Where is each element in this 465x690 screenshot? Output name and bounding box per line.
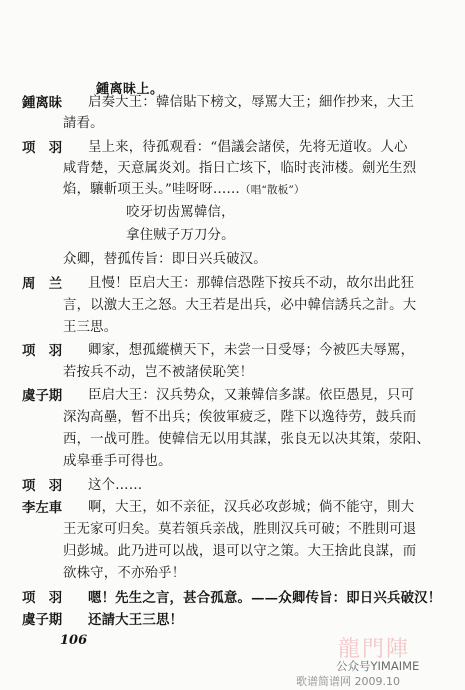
watermark-site: 歌谱简谱网 2009.10 xyxy=(296,675,400,688)
watermark-logo: 龍門陣 xyxy=(338,637,411,662)
page-number: 106 xyxy=(60,633,88,648)
dialogue-line: 臣启大王：汉兵势众，又兼韓信多謀。依臣愚見，只可 xyxy=(88,388,415,403)
dialogue-line: 請看。 xyxy=(63,116,104,131)
dialogue-line: 王无家可归矣。莫若領兵亲战，胜則汉兵可破；不胜則可退 xyxy=(63,522,417,537)
dialogue-text: 焰，驤斬项王头。”哇呀呀…… xyxy=(63,182,241,197)
dialogue-line: 众卿，替孤传旨：即日兴兵破汉。 xyxy=(63,252,267,267)
speaker-name: 项 羽 xyxy=(22,140,63,156)
watermark-public-account: 公众号YIMAIME xyxy=(336,659,420,673)
sung-line: 咬牙切齿罵韓信， xyxy=(126,205,235,220)
speaker-name: 鍾离昧 xyxy=(22,95,63,111)
speaker-name: 项 羽 xyxy=(22,343,63,359)
dialogue-line: 王三思。 xyxy=(63,320,118,335)
dialogue-line: 咸背楚，天意属炎刘。指日亡垓下，临时丧沛楼。劍光生烈 xyxy=(63,161,417,176)
speaker-name: 项 羽 xyxy=(22,590,63,606)
dialogue-line: 呈上来，待孤观看：“倡議会諸侯，先将无道收。人心 xyxy=(88,140,408,155)
sung-line: 拿住贼子万刀分。 xyxy=(126,228,235,243)
dialogue-line: 若按兵不动，岂不被諸侯恥笑！ xyxy=(63,365,254,380)
dialogue-line: 啊，大王，如不亲征，汉兵必攻彭城；倘不能守，則大 xyxy=(88,500,415,515)
performance-note: （唱“散板”） xyxy=(240,184,305,196)
dialogue-line xyxy=(63,182,305,198)
dialogue-line: 深沟高壘，暂不出兵；俟彼軍疲乏，陛下以逸待劳，鼓兵而 xyxy=(63,410,417,425)
dialogue-line: 归彭城。此乃进可以战，退可以守之策。大王捨此良謀，而 xyxy=(63,544,417,559)
dialogue-line: 还請大王三思！ xyxy=(88,612,184,628)
speaker-name: 周 兰 xyxy=(22,276,63,292)
dialogue-line: 成皋垂手可得也。 xyxy=(63,454,172,469)
speaker-name: 李左車 xyxy=(22,500,63,516)
dialogue-line: 且慢！臣启大王：那韓信恐陛下按兵不动，故尔出此狂 xyxy=(88,276,415,291)
speaker-name: 虞子期 xyxy=(22,388,63,404)
dialogue-line: 欲株守，不亦殆乎！ xyxy=(63,566,186,581)
dialogue-line: 西，一战可胜。使韓信无以用其謀，张良无以决其策，荥阳、 xyxy=(63,432,430,447)
stage-direction: 鍾离昧上。 xyxy=(96,82,164,97)
speaker-name: 虞子期 xyxy=(22,612,63,628)
dialogue-line: 言，以激大王之怒。大王若是出兵，必中韓信誘兵之計。大 xyxy=(63,298,417,313)
dialogue-line: 启奏大王：韓信貼下榜文，辱罵大王；細作抄来，大王 xyxy=(88,95,415,110)
dialogue-line: 卿家，想孤縱横天下，未尝一日受辱；今被匹夫辱罵， xyxy=(88,343,415,358)
dialogue-line: 这个…… xyxy=(88,478,143,493)
dialogue-line: 嗯！先生之言，甚合孤意。——众卿传旨：即日兴兵破汉！ xyxy=(88,590,442,606)
speaker-name: 项 羽 xyxy=(22,478,63,494)
